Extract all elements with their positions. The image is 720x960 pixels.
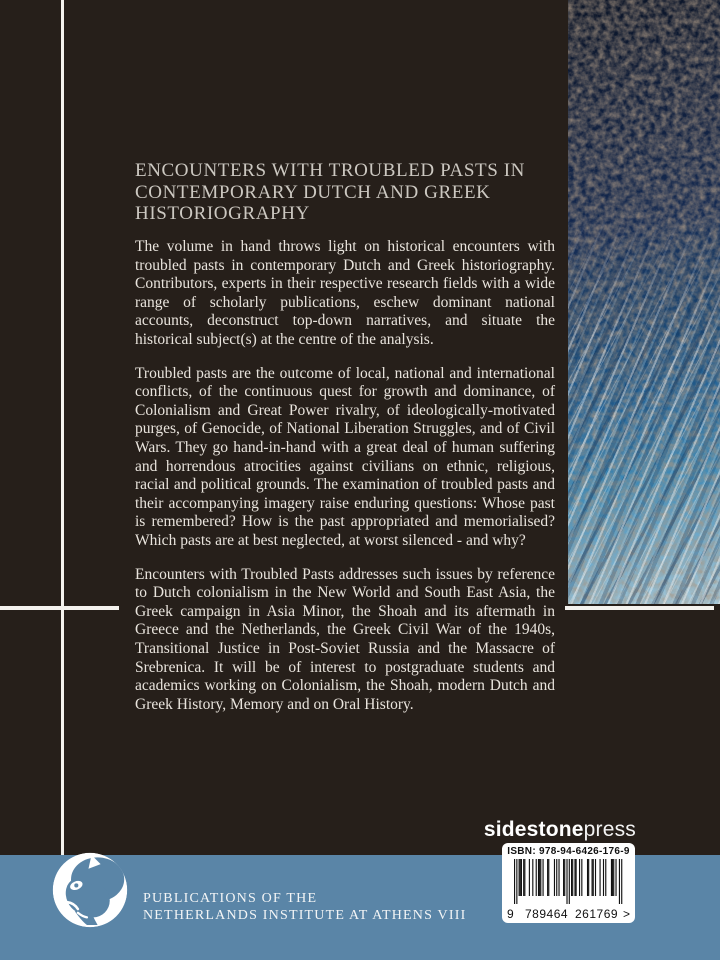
book-title: ENCOUNTERS WITH TROUBLED PASTS IN CONTEMPORARY DUTCH AND GREEK HISTORIOGRAPHY — [135, 160, 525, 225]
wordmark-sidestone: sidestone — [483, 818, 584, 841]
cover-art-blue-texture — [568, 0, 720, 604]
barcode-digit-first: 9 — [507, 907, 515, 921]
vertical-rule — [61, 0, 64, 856]
wordmark-press: press — [583, 818, 636, 841]
isbn-label: ISBN: 978-94-6426-176-9 — [507, 846, 630, 857]
isbn-barcode — [502, 843, 635, 923]
back-cover-text — [135, 160, 555, 714]
imprint-line-1: PUBLICATIONS OF THE — [143, 891, 318, 906]
sidestone-press-wordmark — [484, 818, 636, 842]
horizontal-rule-right — [565, 606, 714, 610]
barcode-quiet-zone-arrow: > — [623, 907, 631, 921]
barcode-digits — [502, 907, 635, 921]
barcode-bars — [514, 859, 623, 905]
nia-lion-head-logo — [52, 852, 128, 928]
blurb-paragraph-3: Encounters with Troubled Pasts addresses such issues by reference to Dutch colonialism in the New World and South East Asia, the Greek campaign in Asia Minor, the Shoah and its aftermath in Greece and the Netherlands, the Greek Civil War of the 1940s, Transitional Justice in Post-Soviet Russia and the Massacre of Srebrenica. It will be of interest to postgraduate students and academics working on Colonialism, the Shoah, modern Dutch and Greek History, Memory and on Oral History. — [135, 565, 555, 713]
striation-texture — [568, 0, 720, 604]
barcode-digits-right: 261769 — [575, 907, 619, 921]
imprint-line-2: NETHERLANDS INSTITUTE AT ATHENS VIII — [143, 907, 467, 923]
blurb-paragraph-2: Troubled pasts are the outcome of local, national and international conflicts, of the continuous quest for growth and dominance, of Colonialism and Great Power rivalry, of ideologically-motivated purges, of Genocide, of National Liberation Struggles, and of Civil Wars. They go hand-in-hand with a great deal of human suffering and horrendous atrocities against civilians on ethnic, religious, racial and political grounds. The examination of troubled pasts and their accompanying imagery raise enduring questions: Whose past is remembered? How is the past appropriated and memorialised? Which pasts are at best neglected, at worst silenced - and why? — [135, 364, 555, 550]
nia-imprint — [143, 891, 466, 924]
blurb-paragraph-1: The volume in hand throws light on historical encounters with troubled pasts in contemporary Dutch and Greek historiography. Contributors, experts in their respective research fields with a wide range of scholarly publications, eschew dominant national accounts, deconstruct top-down narratives, and situate the historical subject(s) at the centre of the analysis. — [135, 238, 555, 349]
barcode-digits-left: 789464 — [525, 907, 569, 921]
horizontal-rule-left — [0, 606, 119, 610]
